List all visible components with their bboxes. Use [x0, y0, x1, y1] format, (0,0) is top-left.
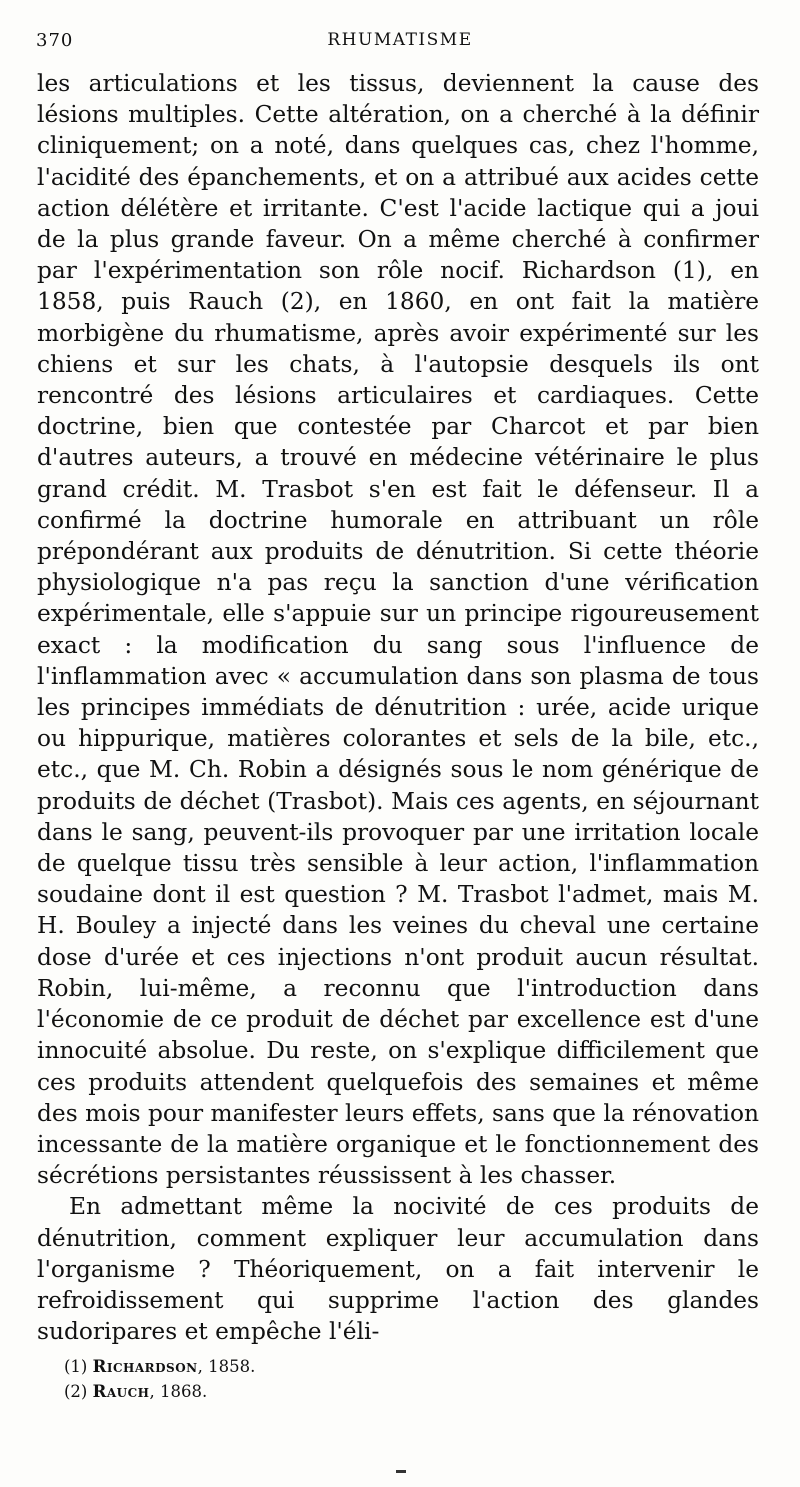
page-header	[36, 30, 764, 60]
paragraph-2: En admettant même la nocivité de ces produits de dénutrition, comment expliquer leur accumulation dans l'organisme ? Théoriquement, on a fait intervenir le refroidissement qui supprime l'action des glandes sudoripares et empêche l'éli-	[37, 1193, 759, 1346]
bottom-mark	[396, 1470, 406, 1473]
paragraph-1: les articulations et les tissus, deviennent la cause des lésions multiples. Cette altération, on a cherché à la définir cliniquement; on a noté, dans quelques cas, chez l'homme, l'acidité des épanchements, et on a attribué aux acides cette action délétère et irritante. C'est l'acide lactique qui a joui de la plus grande faveur. On a même cherché à confirmer par l'expérimentation son rôle nocif. Richardson (1), en 1858, puis Rauch (2), en 1860, en ont fait la matière morbigène du rhumatisme, après avoir expérimenté sur les chiens et sur les chats, à l'autopsie desquels ils ont rencontré des lésions articulaires et cardiaques. Cette doctrine, bien que contestée par Charcot et par bien d'autres auteurs, a trouvé en médecine vétérinaire le plus grand crédit. M. Trasbot s'en est fait le défenseur. Il a confirmé la doctrine humorale en attribuant un rôle prépondérant aux produits de dénutrition. Si cette théorie physiologique n'a pas reçu la sanction d'une vérification expérimentale, elle s'appuie sur un principe rigoureusement exact : la modification du sang sous l'influence de l'inflammation avec « accumulation dans son plasma de tous les principes immédiats de dénutrition : urée, acide urique ou hippurique, matières colorantes et sels de la bile, etc., etc., que M. Ch. Robin a désignés sous le nom générique de produits de déchet (Trasbot). Mais ces agents, en séjournant dans le sang, peuvent-ils provoquer par une irritation locale de quelque tissu très sensible à leur action, l'inflammation soudaine dont il est question ? M. Trasbot l'admet, mais M. H. Bouley a injecté dans les veines du cheval une certaine dose d'urée et ces injections n'ont produit aucun résultat. Robin, lui-même, a reconnu que l'introduction dans l'économie de ce produit de déchet par excellence est d'une innocuité absolue. Du reste, on s'explique difficilement que ces produits attendent quelquefois des semaines et même des mois pour manifester leurs effets, sans que la rénovation incessante de la matière organique et le fonctionnement des sécrétions persistantes réussissent à les chasser.	[37, 70, 759, 1190]
footnote-author: Rauch	[92, 1382, 150, 1401]
footnote-2	[64, 1379, 255, 1404]
footnote-marker: (1)	[64, 1357, 88, 1376]
footnotes	[64, 1354, 255, 1404]
footnote-year: , 1858.	[197, 1357, 256, 1376]
page-number: 370	[36, 30, 74, 51]
footnote-1	[64, 1354, 255, 1379]
footnote-marker: (2)	[64, 1382, 88, 1401]
footnote-author: Richardson	[92, 1357, 198, 1376]
footnote-year: , 1868.	[149, 1382, 208, 1401]
running-head: RHUMATISME	[327, 30, 473, 50]
body-text	[37, 68, 759, 1347]
